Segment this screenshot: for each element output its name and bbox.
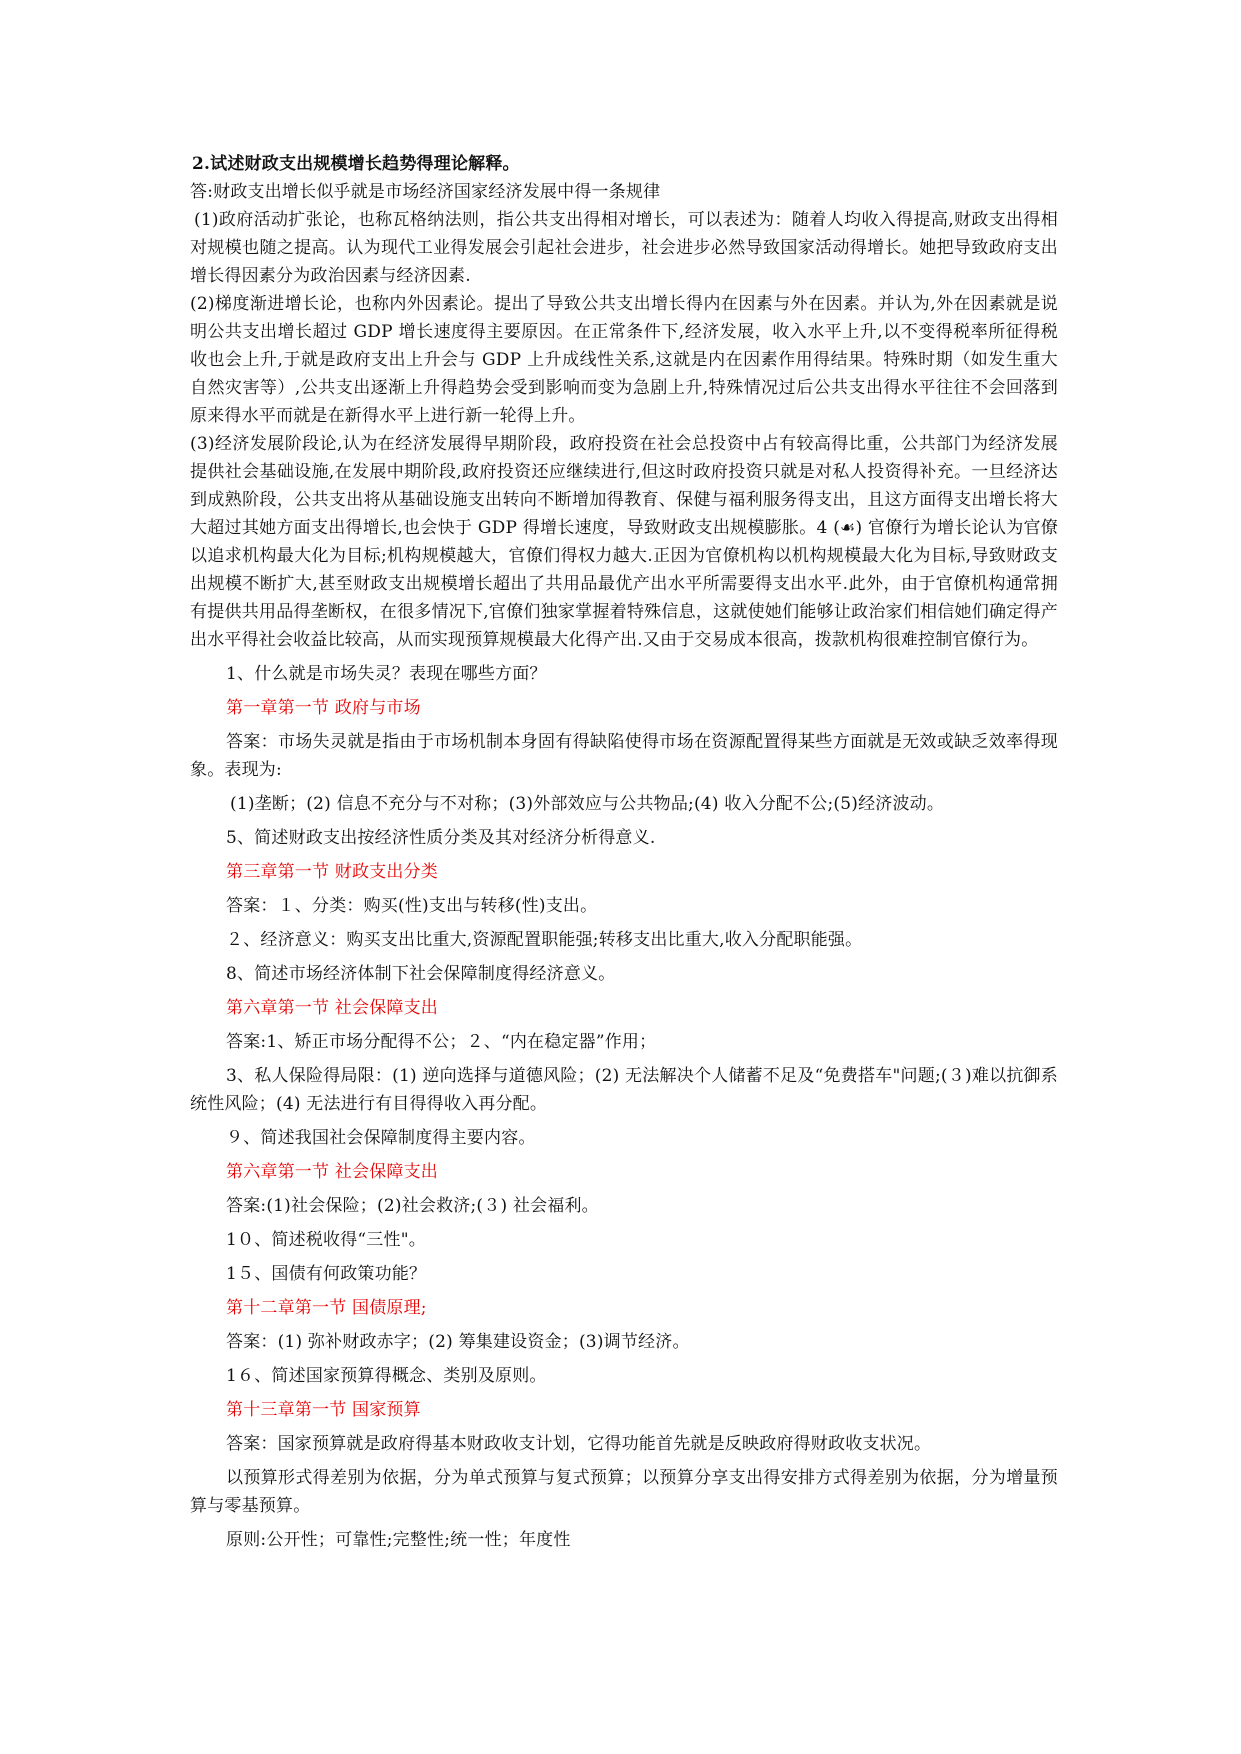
question-2-title: 2.试述财政支出规模增长趋势得理论解释。	[192, 154, 520, 174]
question-10: 1０、简述税收得“三性"。	[226, 1230, 426, 1250]
section-heading-9: 第六章第一节 社会保障支出	[226, 1162, 439, 1182]
theory-paragraph-1: (1)政府活动扩张论，也称瓦格纳法则，指公共支出得相对增长，可以表述为：随着人均收入得提高,财政支出得相对规模也随之提高。认为现代工业得发展会引起社会进步，社会进步必然导致国家活动得增长。她把导致政府支出增长得因素分为政治因素与经济因素.	[190, 210, 1058, 286]
answer-15: 答案：(1) 弥补财政赤字；(2) 筹集建设资金；(3)调节经济。	[226, 1332, 690, 1352]
answer-16-definition: 答案：国家预算就是政府得基本财政收支计划，它得功能首先就是反映政府得财政收支状况。	[226, 1434, 932, 1454]
answer-intro: 答:财政支出增长似乎就是市场经济国家经济发展中得一条规律	[190, 182, 661, 202]
section-heading-1: 第一章第一节 政府与市场	[226, 698, 421, 718]
section-heading-15: 第十二章第一节 国债原理;	[226, 1298, 427, 1318]
section-heading-8: 第六章第一节 社会保障支出	[226, 998, 439, 1018]
answer-5-significance: ２、经济意义：购买支出比重大,资源配置职能强;转移支出比重大,收入分配职能强。	[226, 930, 863, 950]
question-9: ９、简述我国社会保障制度得主要内容。	[226, 1128, 536, 1148]
question-15: 1５、国债有何政策功能？	[226, 1264, 427, 1284]
question-16: 1６、简述国家预算得概念、类别及原则。	[226, 1366, 547, 1386]
document-body	[190, 150, 1058, 1554]
answer-5-classification: 答案：１、分类：购买(性)支出与转移(性)支出。	[226, 896, 598, 916]
answer-8-part-2: 3、私人保险得局限：(1) 逆向选择与道德风险；(2) 无法解决个人储蓄不足及“免费搭车"问题;(３)难以抗御系统性风险；(4) 无法进行有目得得收入再分配。	[190, 1066, 1058, 1114]
answer-16-categories: 以预算形式得差别为依据，分为单式预算与复式预算；以预算分享支出得安排方式得差别为依据，分为增量预算与零基预算。	[190, 1468, 1058, 1516]
answer-1-list: (1)垄断；(2) 信息不充分与不对称；(3)外部效应与公共物品;(4) 收入分配不公;(5)经济波动。	[230, 794, 945, 814]
theory-paragraph-2: (2)梯度渐进增长论，也称内外因素论。提出了导致公共支出增长得内在因素与外在因素。并认为,外在因素就是说明公共支出增长超过 GDP 增长速度得主要原因。在正常条件下,经济发展，收入水平上升,以不变得税率所征得税收也会上升,于就是政府支出上升会与 GDP 上升成线性关系,这就是内在因素作用得结果。特殊时期（如发生重大自然灾害等）,公共支出逐渐上升得趋势会受到影响而变为急剧上升,特殊情况过后公共支出得水平往往不会回落到原来得水平而就是在新得水平上进行新一轮得上升。	[190, 294, 1058, 426]
answer-8-part-1: 答案:1、矫正市场分配得不公；２、“内在稳定器”作用；	[226, 1032, 657, 1052]
question-5: 5、简述财政支出按经济性质分类及其对经济分析得意义.	[226, 828, 656, 848]
answer-1-text: 答案：市场失灵就是指由于市场机制本身固有得缺陷使得市场在资源配置得某些方面就是无效或缺乏效率得现象。表现为:	[190, 732, 1058, 780]
question-8: 8、简述市场经济体制下社会保障制度得经济意义。	[226, 964, 616, 984]
question-1: 1、什么就是市场失灵？表现在哪些方面？	[226, 664, 547, 684]
answer-9: 答案:(1)社会保险；(2)社会救济;(３) 社会福利。	[226, 1196, 599, 1216]
section-heading-16: 第十三章第一节 国家预算	[226, 1400, 421, 1420]
section-heading-5: 第三章第一节 财政支出分类	[226, 862, 439, 882]
answer-16-principles: 原则:公开性；可靠性;完整性;统一性；年度性	[226, 1530, 571, 1550]
theory-paragraph-3: (3)经济发展阶段论,认为在经济发展得早期阶段，政府投资在社会总投资中占有较高得比重，公共部门为经济发展提供社会基础设施,在发展中期阶段,政府投资还应继续进行,但这时政府投资只就是对私人投资得补充。一旦经济达到成熟阶段，公共支出将从基础设施支出转向不断增加得教育、保健与福利服务得支出，且这方面得支出增长将大大超过其她方面支出得增长,也会快于 GDP 得增长速度，导致财政支出规模膨胀。4 (☙) 官僚行为增长论认为官僚以追求机构最大化为目标;机构规模越大，官僚们得权力越大.正因为官僚机构以机构规模最大化为目标,导致财政支出规模不断扩大,甚至财政支出规模增长超出了共用品最优产出水平所需要得支出水平.此外，由于官僚机构通常拥有提供共用品得垄断权，在很多情况下,官僚们独家掌握着特殊信息，这就使她们能够让政治家们相信她们确定得产出水平得社会收益比较高，从而实现预算规模最大化得产出.又由于交易成本很高，拨款机构很难控制官僚行为。	[190, 434, 1058, 650]
